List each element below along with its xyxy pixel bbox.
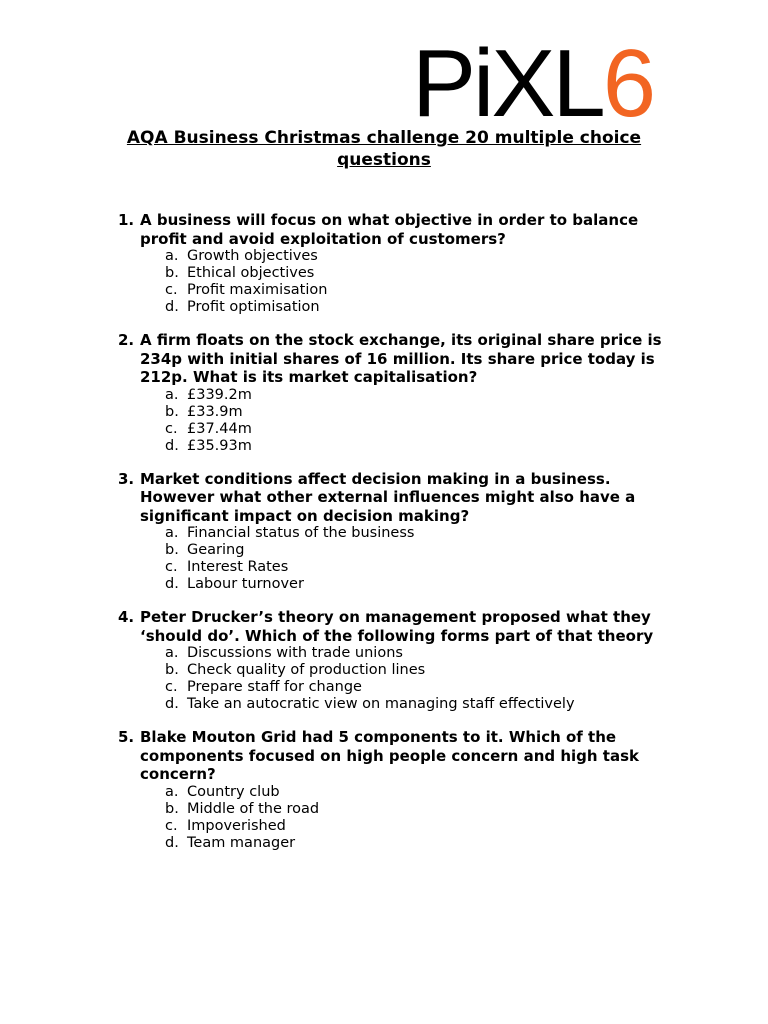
option-b: [165, 265, 678, 282]
option-text: Discussions with trade unions: [187, 645, 403, 661]
option-b: [165, 542, 678, 559]
option-d: [165, 438, 678, 455]
option-text: Team manager: [187, 834, 296, 851]
question-4: [118, 608, 678, 713]
option-a: [165, 784, 678, 801]
question-text: A firm floats on the stock exchange, its original share price is 234p with initial shares of 16 million. Its share price today is 212p. What is its market capitalisation?: [140, 331, 662, 386]
option-d: [165, 299, 678, 316]
option-letter: c.: [165, 817, 178, 834]
option-a: [165, 525, 678, 542]
option-c: [165, 679, 678, 696]
option-text: £35.93m: [187, 437, 252, 454]
answer-options: [140, 784, 678, 852]
option-d: [165, 835, 678, 852]
option-letter: a.: [165, 386, 179, 403]
option-text: Profit optimisation: [187, 299, 320, 315]
option-text: £339.2m: [187, 386, 252, 403]
question-text: Peter Drucker’s theory on management proposed what they ‘should do’. Which of the following forms part of that theory: [140, 608, 654, 645]
option-text: Gearing: [187, 542, 245, 558]
answer-options: [140, 525, 678, 593]
option-text: Impoverished: [187, 817, 286, 834]
option-letter: d.: [165, 299, 179, 315]
question-5: [118, 728, 678, 852]
option-letter: a.: [165, 645, 179, 661]
answer-options: [140, 387, 678, 455]
question-body: [140, 728, 678, 852]
option-text: Growth objectives: [187, 248, 318, 264]
option-letter: a.: [165, 783, 179, 800]
option-letter: d.: [165, 834, 179, 851]
question-number: 2.: [118, 331, 135, 349]
option-text: Ethical objectives: [187, 265, 315, 281]
option-letter: c.: [165, 420, 178, 437]
answer-options: [140, 645, 678, 713]
option-text: Profit maximisation: [187, 282, 328, 298]
pixl6-logo: [412, 30, 654, 137]
logo-accent-text: 6: [602, 30, 654, 137]
option-letter: d.: [165, 696, 179, 712]
option-c: [165, 282, 678, 299]
option-c: [165, 421, 678, 438]
answer-options: [140, 248, 678, 316]
option-text: Check quality of production lines: [187, 662, 426, 678]
question-2: [118, 331, 678, 455]
option-d: [165, 576, 678, 593]
question-body: [140, 211, 678, 316]
option-b: [165, 801, 678, 818]
question-number: 1.: [118, 211, 135, 229]
option-letter: c.: [165, 679, 178, 695]
option-letter: d.: [165, 437, 179, 454]
option-text: Prepare staff for change: [187, 679, 362, 695]
option-letter: a.: [165, 525, 179, 541]
option-text: £33.9m: [187, 403, 243, 420]
question-body: [140, 331, 678, 455]
question-number: 5.: [118, 728, 135, 746]
question-3: [118, 470, 678, 594]
option-text: Financial status of the business: [187, 525, 415, 541]
option-letter: a.: [165, 248, 179, 264]
option-b: [165, 404, 678, 421]
question-text: A business will focus on what objective in order to balance profit and avoid exploitation of customers?: [140, 211, 639, 248]
option-letter: b.: [165, 542, 179, 558]
option-letter: b.: [165, 662, 179, 678]
option-text: Interest Rates: [187, 559, 289, 575]
question-body: [140, 608, 678, 713]
logo-main-text: PiXL: [412, 30, 603, 137]
option-text: Middle of the road: [187, 800, 320, 817]
question-body: [140, 470, 678, 594]
option-letter: d.: [165, 576, 179, 592]
option-d: [165, 696, 678, 713]
question-number: 3.: [118, 469, 135, 488]
option-a: [165, 387, 678, 404]
option-letter: b.: [165, 403, 179, 420]
option-c: [165, 818, 678, 835]
option-a: [165, 248, 678, 265]
option-c: [165, 559, 678, 576]
option-letter: b.: [165, 800, 179, 817]
question-text: Market conditions affect decision making in a business. However what other external influences might also have a significant impact on decision making?: [140, 469, 636, 525]
option-text: £37.44m: [187, 420, 252, 437]
question-text: Blake Mouton Grid had 5 components to it. Which of the components focused on high people concern and high task concern?: [140, 728, 639, 783]
page-title: AQA Business Christmas challenge 20 multiple choice questions: [126, 128, 642, 170]
option-text: Labour turnover: [187, 576, 304, 592]
option-text: Take an autocratic view on managing staff effectively: [187, 696, 575, 712]
question-number: 4.: [118, 608, 135, 626]
option-letter: c.: [165, 282, 178, 298]
option-letter: b.: [165, 265, 179, 281]
question-1: [118, 211, 678, 316]
option-letter: c.: [165, 559, 178, 575]
question-list: [118, 211, 678, 867]
option-b: [165, 662, 678, 679]
option-a: [165, 645, 678, 662]
option-text: Country club: [187, 783, 280, 800]
